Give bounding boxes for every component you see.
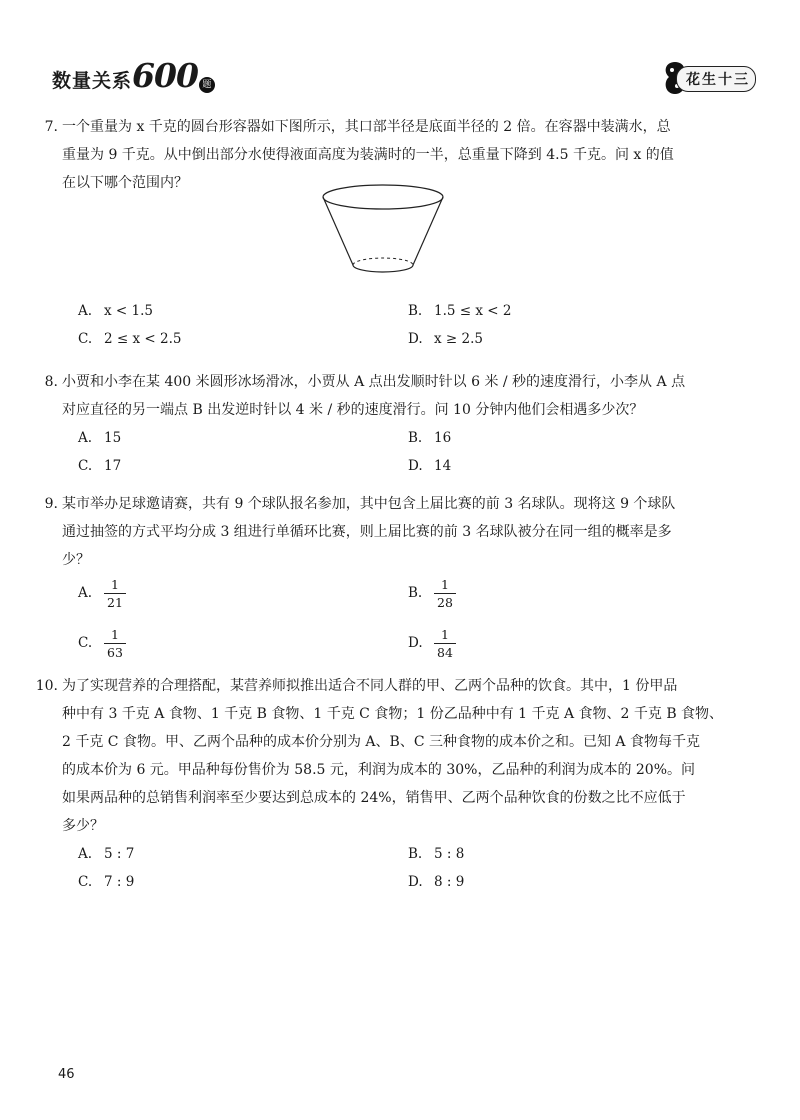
frustum-base-back bbox=[353, 258, 413, 265]
fraction: $\frac{1}{21}$ bbox=[104, 576, 126, 611]
option-b[interactable]: B. 5 : 8 bbox=[408, 846, 465, 862]
frustum-container-figure bbox=[318, 183, 448, 283]
question-number: 10. bbox=[35, 678, 58, 694]
option-a[interactable]: A. $\frac{1}{21}$ bbox=[78, 576, 126, 611]
stem-line: 某市举办足球邀请赛，共有 9 个球队报名参加，其中包含上届比赛的前 3 名球队。现将这 9 个球队 bbox=[62, 496, 676, 512]
series-prefix: 数量关系 bbox=[52, 70, 133, 92]
logo-text: 花生十三 bbox=[686, 72, 750, 88]
stem-line: 通过抽签的方式平均分成 3 组进行单循环比赛，则上届比赛的前 3 名球队被分在同一组的概率是多 bbox=[62, 524, 672, 540]
question-number: 8. bbox=[44, 374, 58, 390]
option-a[interactable]: A. 15 bbox=[78, 430, 122, 446]
stem-line: 少？ bbox=[62, 552, 90, 568]
option-b[interactable]: B. 1.5 ≤ x < 2 bbox=[408, 303, 512, 319]
frustum-base-front bbox=[353, 265, 413, 272]
page-header bbox=[38, 58, 758, 98]
series-number: 600 bbox=[132, 56, 198, 95]
question-number: 9. bbox=[44, 496, 58, 512]
fraction: $\frac{1}{84}$ bbox=[434, 626, 456, 661]
question-10 bbox=[35, 672, 742, 890]
option-d[interactable]: D. $\frac{1}{84}$ bbox=[408, 626, 456, 661]
option-d[interactable]: D. 8 : 9 bbox=[408, 874, 465, 890]
question-9 bbox=[44, 490, 742, 660]
stem-line: 如果两品种的总销售利润率至少要达到总成本的 24%，销售甲、乙两个品种饮食的份数之比不应低于 bbox=[62, 790, 686, 806]
option-d[interactable]: D. 14 bbox=[408, 458, 452, 474]
question-8 bbox=[44, 368, 742, 474]
book-series-title bbox=[52, 56, 215, 95]
option-c[interactable]: C. $\frac{1}{63}$ bbox=[78, 626, 126, 661]
option-a[interactable]: A. x < 1.5 bbox=[78, 303, 153, 319]
fraction: $\frac{1}{63}$ bbox=[104, 626, 126, 661]
stem-line: 多少？ bbox=[62, 818, 104, 834]
frustum-top-rim bbox=[323, 185, 443, 209]
stem-line: 在以下哪个范围内？ bbox=[62, 175, 188, 191]
option-a[interactable]: A. 5 : 7 bbox=[78, 846, 135, 862]
option-b[interactable]: B. 16 bbox=[408, 430, 452, 446]
question-stem bbox=[62, 368, 742, 424]
question-stem bbox=[62, 672, 742, 840]
stem-line: 种中有 3 千克 A 食物、1 千克 B 食物、1 千克 C 食物；1 份乙品种中有 1 千克 A 食物、2 千克 B 食物、 bbox=[62, 706, 724, 722]
stem-line: 小贾和小李在某 400 米圆形冰场滑冰，小贾从 A 点出发顺时针以 6 米 / 秒的速度滑行，小李从 A 点 bbox=[62, 374, 686, 390]
series-badge: 题 bbox=[199, 77, 215, 93]
stem-line: 的成本价为 6 元。甲品种每份售价为 58.5 元，利润为成本的 30%，乙品种的利润为成本的 20%。问 bbox=[62, 762, 696, 778]
option-d[interactable]: D. x ≥ 2.5 bbox=[408, 331, 483, 347]
option-c[interactable]: C. 7 : 9 bbox=[78, 874, 135, 890]
question-stem bbox=[62, 490, 742, 574]
option-b[interactable]: B. $\frac{1}{28}$ bbox=[408, 576, 456, 611]
publisher-logo bbox=[658, 58, 758, 98]
stem-line: 对应直径的另一端点 B 出发逆时针以 4 米 / 秒的速度滑行。问 10 分钟内他们会相遇多少次？ bbox=[62, 402, 644, 418]
question-number: 7. bbox=[44, 119, 58, 135]
fraction: $\frac{1}{28}$ bbox=[434, 576, 456, 611]
stem-line: 为了实现营养的合理搭配，某营养师拟推出适合不同人群的甲、乙两个品种的饮食。其中，1 份甲品 bbox=[62, 678, 678, 694]
option-c[interactable]: C. 17 bbox=[78, 458, 122, 474]
option-c[interactable]: C. 2 ≤ x < 2.5 bbox=[78, 331, 182, 347]
page-number: 46 bbox=[58, 1067, 75, 1082]
stem-line: 重量为 9 千克。从中倒出部分水使得液面高度为装满时的一半，总重量下降到 4.5 千克。问 x 的值 bbox=[62, 147, 674, 163]
stem-line: 2 千克 C 食物。甲、乙两个品种的成本价分别为 A、B、C 三种食物的成本价之和。已知 A 食物每千克 bbox=[62, 734, 700, 750]
stem-line: 一个重量为 x 千克的圆台形容器如下图所示，其口部半径是底面半径的 2 倍。在容器中装满水，总 bbox=[62, 119, 671, 135]
